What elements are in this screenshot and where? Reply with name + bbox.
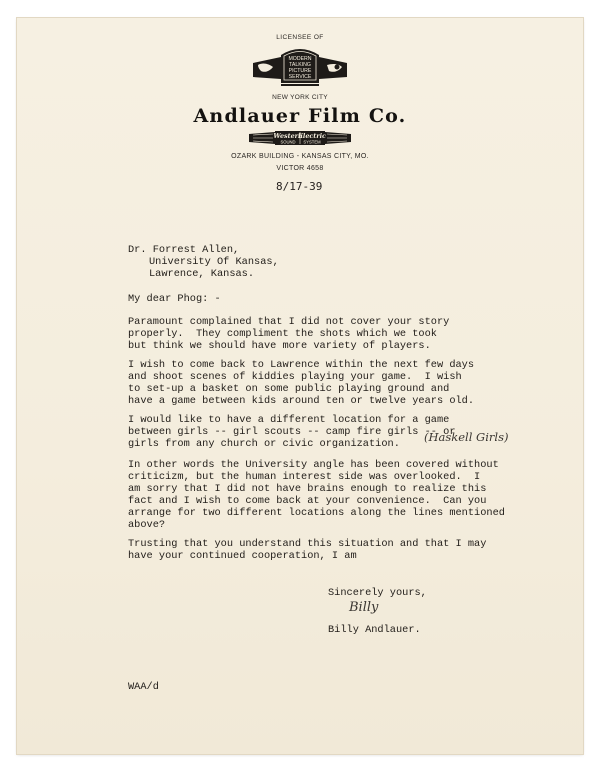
logo-line-2: TALKING — [289, 62, 311, 68]
body-line: properly. They compliment the shots which we took — [128, 328, 437, 340]
licensee-label: LICENSEE OF — [276, 34, 324, 41]
body-line: arrange for two different locations along the lines mentioned — [128, 507, 505, 519]
western-electric-logo — [247, 129, 353, 147]
we-sub-right: SYSTEM — [303, 139, 321, 145]
body-line: I would like to have a different location for a game — [128, 414, 450, 426]
body-line: between girls -- girl scouts -- camp fire girls -- or — [128, 426, 456, 438]
body-line: criticizm, but the human interest side was overlooked. I — [128, 471, 481, 483]
we-word-left: Western — [273, 132, 303, 140]
body-line: to set-up a basket on some public playing ground and — [128, 383, 450, 395]
body-line: am sorry that I did not have brains enough to realize this — [128, 483, 487, 495]
salutation: My dear Phog: - — [128, 293, 221, 305]
body-line: have a game between kids around ten or twelve years old. — [128, 395, 475, 407]
body-line: have your continued cooperation, I am — [128, 550, 357, 562]
company-phone: VICTOR 4658 — [276, 165, 324, 172]
letter-date: 8/17-39 — [276, 180, 323, 193]
recipient-line: Lawrence, Kansas. — [149, 268, 255, 280]
city-label: NEW YORK CITY — [272, 94, 328, 101]
logo-line-3: PICTURE — [288, 68, 312, 74]
recipient-line: Dr. Forrest Allen, — [128, 244, 240, 256]
company-address: OZARK BUILDING - KANSAS CITY, MO. — [231, 153, 369, 160]
signature: Billy — [349, 600, 379, 615]
recipient-line: University Of Kansas, — [149, 256, 279, 268]
signer-name: Billy Andlauer. — [328, 624, 421, 636]
body-line: fact and I wish to come back at your convenience. Can you — [128, 495, 487, 507]
body-line: I wish to come back to Lawrence within the next few days — [128, 359, 475, 371]
body-line: Paramount complained that I did not cover your story — [128, 316, 450, 328]
company-name: Andlauer Film Co. — [193, 105, 407, 127]
body-line: and shoot scenes of kiddies playing your game. I wish — [128, 371, 462, 383]
body-line: girls from any church or civic organization. — [128, 438, 400, 450]
handwritten-note: (Haskell Girls) — [424, 430, 509, 444]
typist-initials: WAA/d — [128, 681, 159, 693]
logo-line-1: MODERN — [288, 56, 312, 62]
body-line: Trusting that you understand this situation and that I may — [128, 538, 487, 550]
closing: Sincerely yours, — [328, 587, 427, 599]
we-sub-left: SOUND — [280, 139, 296, 145]
body-line: In other words the University angle has been covered without — [128, 459, 499, 471]
logo-line-4: SERVICE — [288, 74, 312, 80]
modern-talking-picture-logo — [251, 43, 349, 91]
we-word-right: Electric — [298, 132, 326, 140]
body-line: but think we should have more variety of players. — [128, 340, 431, 352]
body-line: above? — [128, 519, 166, 531]
